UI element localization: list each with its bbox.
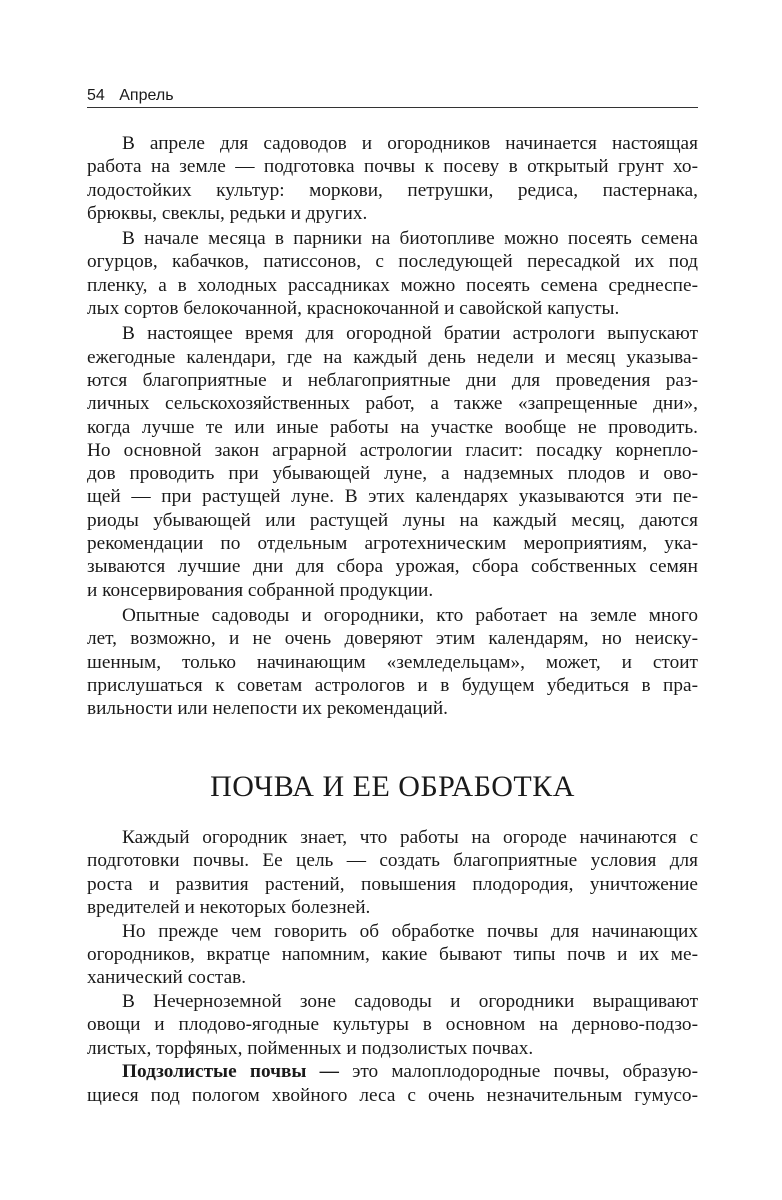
text-line: риоды убывающей или растущей луны на каждый месяц, даются <box>87 509 698 531</box>
text-line: щиеся под пологом хвойного леса с очень незначительным гумусо- <box>87 1084 698 1106</box>
paragraph <box>87 990 698 1060</box>
text-line: лодостойких культур: моркови, петрушки, редиса, пастернака, <box>87 179 698 201</box>
running-header <box>87 87 698 108</box>
text-line: В апреле для садоводов и огородников начинается настоящая <box>122 133 698 154</box>
text-line: роста и развития растений, повышения плодородия, уничтожение <box>87 873 698 895</box>
page-number: 54 <box>87 87 105 104</box>
paragraph <box>87 1060 698 1107</box>
text-line: В начале месяца в парники на биотопливе можно посеять семена <box>122 228 698 250</box>
text-line: вильности или нелепости их рекомендаций. <box>87 698 448 720</box>
section-soil <box>87 826 698 1107</box>
text-line: Каждый огородник знает, что работы на огороде начинаются с <box>122 827 698 848</box>
text-line: зываются лучшие дни для сбора урожая, сбора собственных семян <box>87 556 698 578</box>
text-line: прислушаться к советам астрологов и в будущем убедиться в пра- <box>87 674 698 696</box>
text-line: ежегодные календари, где на каждый день недели и месяц указыва- <box>87 346 698 368</box>
text-line: огородников, вкратце напомним, какие бывают типы почв и их ме- <box>87 943 698 965</box>
text-line: В Нечерноземной зоне садоводы и огородники выращивают <box>122 991 698 1013</box>
text-line: пленку, а в холодных рассадниках можно посеять семена среднеспе- <box>87 274 698 296</box>
text-line: листых, торфяных, пойменных и подзолистых почвах. <box>87 1037 534 1059</box>
text-line: лых сортов белокочанной, краснокочанной и савойской капусты. <box>87 298 620 320</box>
text-line: и консервирования собранной продукции. <box>87 579 434 601</box>
paragraph <box>87 826 698 919</box>
text-line: овощи и плодово-ягодные культуры в основном на дерново-подзо- <box>87 1014 698 1036</box>
text-line <box>87 1060 698 1083</box>
text-line: лет, возможно, и не очень доверяют этим календарям, но неиску- <box>87 628 698 650</box>
text-line: щей — при растущей луне. В этих календарях указываются эти пе- <box>87 486 698 508</box>
text-line: дов проводить при убывающей луне, а надземных плодов и ово- <box>87 463 698 485</box>
text-line: подготовки почвы. Ее цель — создать благоприятные условия для <box>87 850 698 872</box>
paragraph <box>87 920 698 990</box>
paragraph <box>87 604 698 720</box>
section-heading: ПОЧВА И ЕЕ ОБРАБОТКА <box>210 770 575 803</box>
text-line: вредителей и некоторых болезней. <box>87 896 371 918</box>
text-line: ханический состав. <box>87 967 247 989</box>
text-run: это малоплодородные почвы, образую- <box>338 1061 698 1083</box>
text-line: Но прежде чем говорить об обработке почвы для начинающих <box>122 920 698 942</box>
text-line: Но основной закон аграрной астрологии гласит: посадку корнепло- <box>87 439 698 461</box>
paragraph <box>87 322 698 602</box>
text-line: когда лучше те или иные работы на участке вообще не проводить. <box>87 416 698 438</box>
bold-term: Подзолистые почвы — <box>122 1061 339 1083</box>
text-line: ются благоприятные и неблагоприятные дни для проведения раз- <box>87 369 698 391</box>
paragraph <box>87 132 698 225</box>
text-line: брюквы, свеклы, редьки и других. <box>87 202 368 224</box>
text-line: работа на земле — подготовка почвы к посеву в открытый грунт хо- <box>87 156 698 178</box>
running-title: Апрель <box>119 87 174 104</box>
text-line: Опытные садоводы и огородники, кто работает на земле много <box>122 604 698 626</box>
text-line: огурцов, кабачков, патиссонов, с последующей пересадкой их под <box>87 251 698 273</box>
section-intro <box>87 132 698 720</box>
text-line: рекомендации по отдельным агротехническим мероприятиям, ука- <box>87 533 698 555</box>
text-line: шенным, только начинающим «земледельцам», может, и стоит <box>87 651 698 673</box>
text-line: личных сельскохозяйственных работ, а также «запрещенные дни», <box>87 393 698 415</box>
paragraph <box>87 227 698 320</box>
text-line: В настоящее время для огородной братии астрологи выпускают <box>122 323 698 345</box>
